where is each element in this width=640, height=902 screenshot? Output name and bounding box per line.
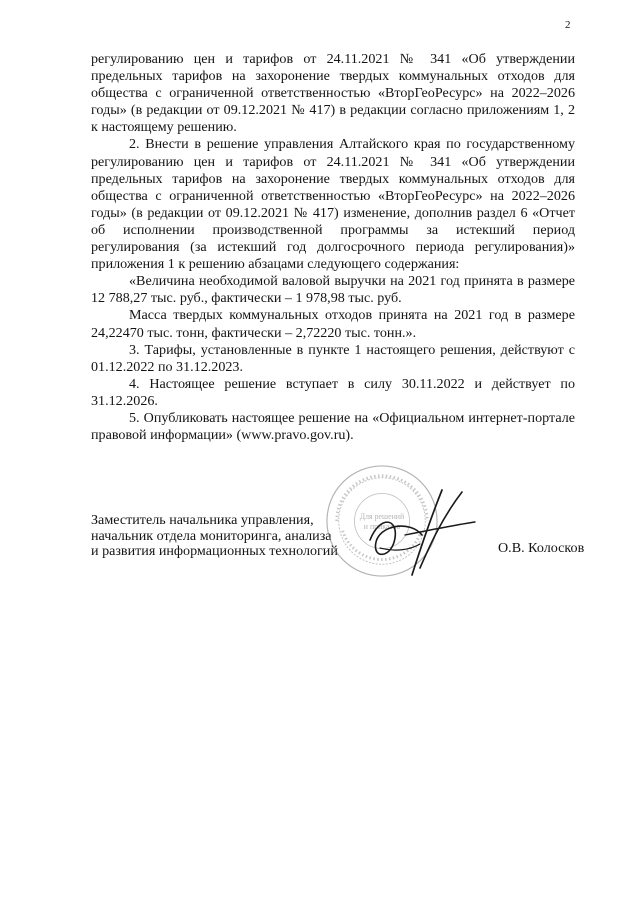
paragraph-2-quote-mass: Масса твердых коммунальных отходов принята на 2021 год в размере 24,22470 тыс. тонн, фактически – 2,72220 тыс. тонн.». <box>91 307 575 341</box>
paragraph-5: 5. Опубликовать настоящее решение на «Официальном интернет-портале правовой информации» (www.pravo.gov.ru). <box>91 409 575 444</box>
paragraph-4: 4. Настоящее решение вступает в силу 30.11.2022 и действует по 31.12.2026. <box>91 375 575 409</box>
signatory-position-line: начальник отдела мониторинга, анализа <box>91 527 332 544</box>
handwritten-signature <box>350 480 490 585</box>
stamp-text: Для решений <box>359 512 405 522</box>
signatory-name: О.В. Колосков <box>498 540 585 556</box>
signatory-position-line: Заместитель начальника управления, <box>91 512 314 528</box>
page-number: 2 <box>565 19 571 31</box>
signatory-position-line: и развития информационных технологий <box>91 543 338 559</box>
paragraph-1-continuation: регулированию цен и тарифов от 24.11.2021 № 341 «Об утверждении предельных тарифов на захоронение твердых коммунальных отходов для общества с ограниченной ответственностью «ВторГеоРесурс» на 2022–2026 годы» (в редакции от 09.12.2021 № 417) в редакции согласно приложениям 1, 2 к настоящему решению. <box>91 51 575 136</box>
paragraph-3: 3. Тарифы, установленные в пункте 1 настоящего решения, действуют с 01.12.2022 по 31.12.2023. <box>91 341 575 375</box>
paragraph-2: 2. Внести в решение управления Алтайского края по государственному регулированию цен и тарифов от 24.11.2021 № 341 «Об утверждении предельных тарифов на захоронение твердых коммунальных отходов для общества с ограниченной ответственностью «ВторГеоРесурс» на 2022–2026 годы» (в редакции от 09.12.2021 № 417) изменение, дополнив раздел 6 «Отчет об исполнении производственной программы за истекший период регулирования (за истекший год долгосрочного периода регулирования)» приложения 1 к решению абзацами следующего содержания: <box>91 136 575 273</box>
paragraph-2-quote-revenue: «Величина необходимой валовой выручки на 2021 год принята в размере 12 788,27 тыс. руб., фактически – 1 978,98 тыс. руб. <box>91 273 575 307</box>
svg-text:и приказов: и приказов <box>363 521 401 531</box>
document-body <box>91 51 575 444</box>
